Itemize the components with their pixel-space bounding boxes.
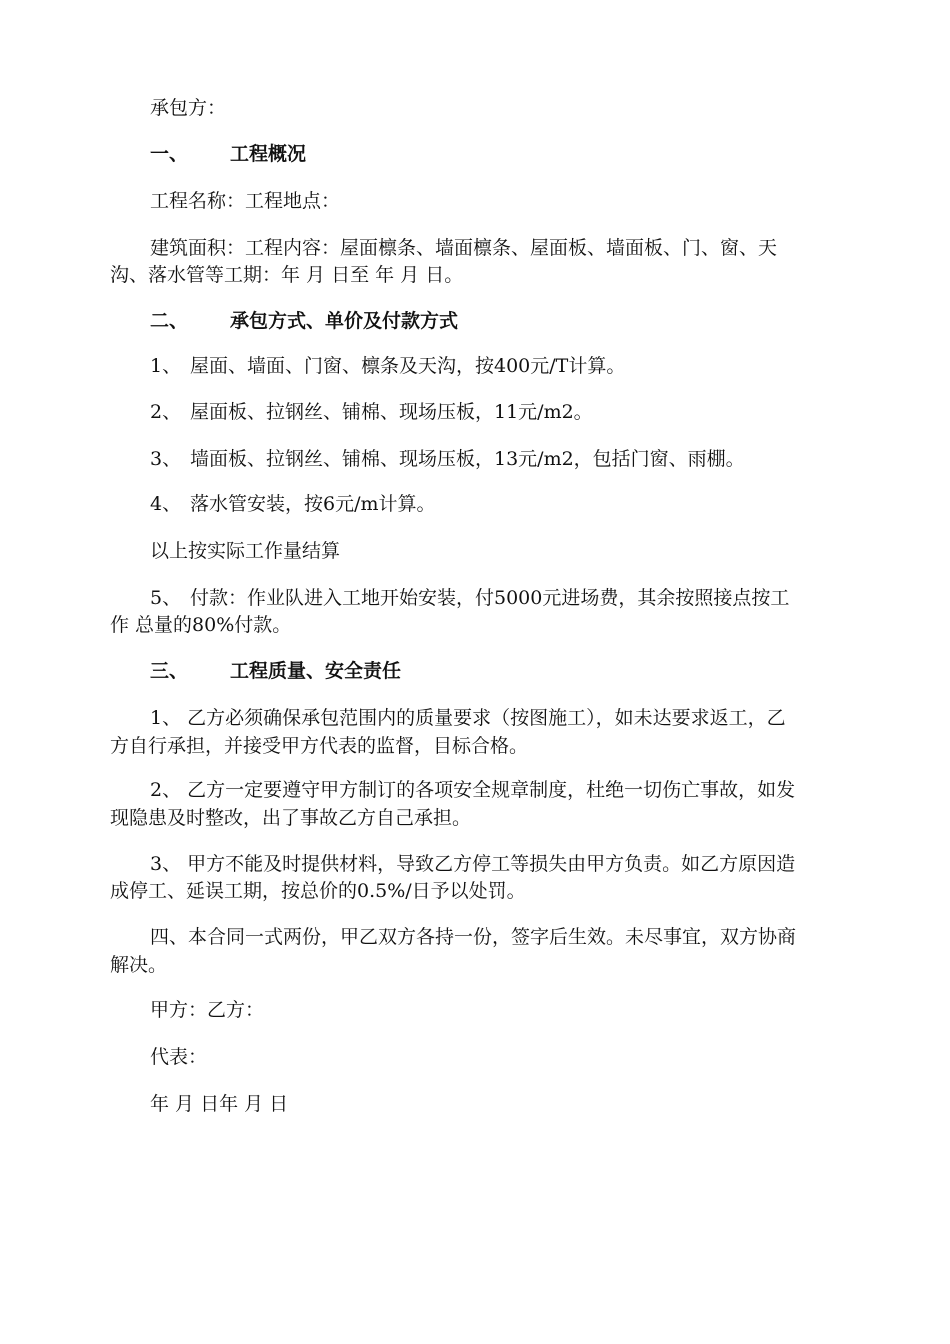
section-1-title: 工程概况 <box>230 143 307 165</box>
pricing-item-2-text: 屋面板、拉钢丝、铺棉、现场压板，11元/m2。 <box>190 401 593 423</box>
clause-4-line-2: 解决。 <box>110 954 168 976</box>
pricing-item-2 <box>150 398 593 426</box>
payment-text: 付款：作业队进入工地开始安装，付5000元进场费，其余按照接点按工 <box>190 587 790 609</box>
pricing-item-1 <box>150 352 625 380</box>
pricing-item-1-text: 屋面、墙面、门窗、檩条及天沟，按400元/T计算。 <box>190 355 626 377</box>
parties-signature-line: 甲方：乙方： <box>150 999 265 1021</box>
section-1-number: 一、 <box>150 143 189 165</box>
pricing-item-4-text: 落水管安装，按6元/m计算。 <box>190 493 436 515</box>
section-2-title: 承包方式、单价及付款方式 <box>230 310 459 332</box>
clause-4-line-1: 四、本合同一式两份，甲乙双方各持一份，签字后生效。未尽事宜，双方协商 <box>150 926 797 948</box>
contractor-label: 承包方： <box>150 97 227 119</box>
payment-number: 5、 <box>150 587 182 609</box>
project-name-location: 工程名称：工程地点： <box>150 190 341 212</box>
payment-line-2: 作 总量的80%付款。 <box>110 614 292 636</box>
section-2-heading <box>150 307 458 335</box>
pricing-item-2-number: 2、 <box>150 401 182 423</box>
pricing-item-3 <box>150 445 745 473</box>
pricing-item-3-number: 3、 <box>150 448 182 470</box>
signature-date-line: 年 月 日年 月 日 <box>150 1093 289 1115</box>
quality-item-1-line-2: 方自行承担，并接受甲方代表的监督，目标合格。 <box>110 735 529 757</box>
quality-item-2-line-2: 现隐患及时整改，出了事故乙方自己承担。 <box>110 807 472 829</box>
section-1-heading <box>150 140 306 168</box>
section-2-number: 二、 <box>150 310 189 332</box>
quality-item-2-line-1: 2、 乙方一定要遵守甲方制订的各项安全规章制度，杜绝一切伤亡事故，如发 <box>150 779 796 801</box>
scope-line-2: 沟、落水管等工期：年 月 日至 年 月 日。 <box>110 264 464 286</box>
section-3-heading <box>150 657 401 685</box>
pricing-item-4-number: 4、 <box>150 493 182 515</box>
section-3-number: 三、 <box>150 660 189 682</box>
pricing-item-1-number: 1、 <box>150 355 182 377</box>
quality-item-1-line-1: 1、 乙方必须确保承包范围内的质量要求（按图施工），如未达要求返工，乙 <box>150 707 786 729</box>
representative-line: 代表： <box>150 1046 208 1068</box>
payment-line-1 <box>150 584 789 612</box>
pricing-item-4 <box>150 490 436 518</box>
pricing-item-3-text: 墙面板、拉钢丝、铺棉、现场压板，13元/m2，包括门窗、雨棚。 <box>190 448 745 470</box>
scope-line-1: 建筑面积：工程内容：屋面檩条、墙面檩条、屋面板、墙面板、门、窗、天 <box>150 237 778 259</box>
settlement-note: 以上按实际工作量结算 <box>150 540 341 562</box>
quality-item-3-line-1: 3、 甲方不能及时提供材料，导致乙方停工等损失由甲方负责。如乙方原因造 <box>150 853 796 875</box>
quality-item-3-line-2: 成停工、延误工期，按总价的0.5%/日予以处罚。 <box>110 880 526 902</box>
section-3-title: 工程质量、安全责任 <box>230 660 402 682</box>
